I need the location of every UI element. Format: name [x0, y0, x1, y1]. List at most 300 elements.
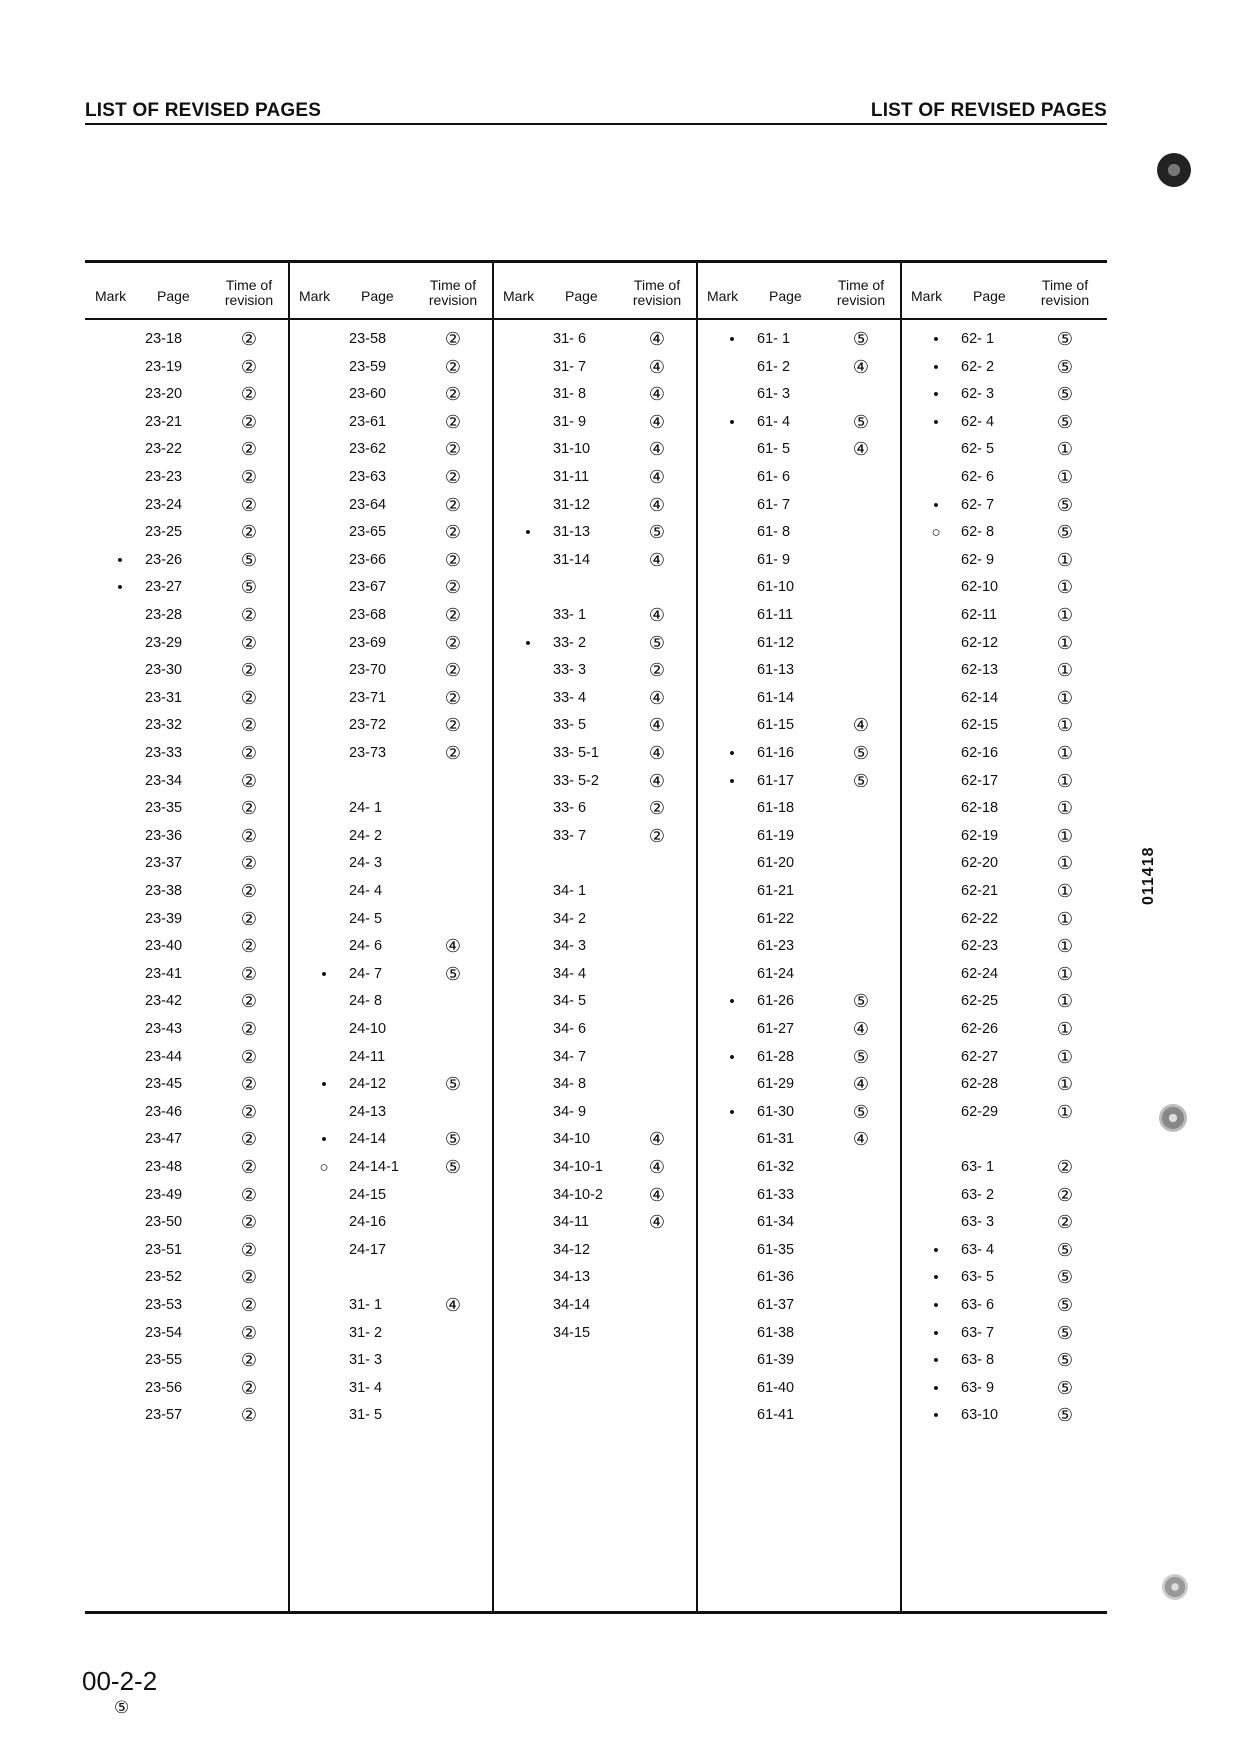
page-number: 31-13 [553, 524, 591, 541]
table-row [289, 1320, 493, 1346]
revision-number: ② [444, 467, 462, 487]
page-number: 34-10 [553, 1131, 591, 1148]
table-row [901, 436, 1105, 462]
page-number: 34-10-2 [553, 1186, 603, 1203]
revision-number: ④ [648, 411, 666, 432]
table-row [901, 1099, 1105, 1125]
page-number: 62- 8 [961, 524, 995, 541]
page-number: 33- 5-2 [553, 772, 599, 789]
page-number: 23-27 [145, 579, 183, 596]
revision-number: ④ [444, 1295, 462, 1315]
table-row [493, 850, 697, 876]
revision-mark: • [933, 1407, 939, 1425]
table-row [901, 326, 1105, 352]
table-row [289, 740, 493, 766]
table-row [697, 1071, 901, 1097]
revision-mark: • [933, 496, 939, 514]
revision-number: ② [240, 1157, 258, 1177]
page-number: 61- 3 [757, 386, 791, 403]
revision-mark: • [117, 551, 123, 569]
page-number: 62-16 [961, 745, 999, 761]
page-number: 23-34 [145, 772, 183, 789]
page-number: 63- 1 [961, 1159, 995, 1175]
page-number: 23-30 [145, 662, 183, 679]
table-column-4 [697, 260, 901, 1614]
revision-number: ① [1056, 853, 1074, 874]
revision-number: ② [240, 356, 258, 377]
page-number: 62- 3 [961, 386, 995, 403]
table-row [493, 712, 697, 738]
page-number: 61-30 [757, 1103, 795, 1120]
revision-mark: • [933, 1324, 939, 1342]
header-mark: Mark [503, 288, 535, 304]
table-row [289, 492, 493, 518]
page-number: 62- 7 [961, 496, 995, 513]
page-number: 61-35 [757, 1241, 795, 1258]
table-row [697, 630, 901, 656]
page-number: 61-37 [757, 1297, 795, 1313]
header-time-of-revision: Time of revision [224, 277, 274, 308]
page-number: 63- 5 [961, 1269, 995, 1286]
table-row [493, 602, 697, 628]
table-row [289, 381, 493, 407]
revision-mark: • [117, 579, 123, 597]
revision-number: ⑤ [852, 991, 870, 1012]
table-row [697, 1154, 901, 1180]
revision-number: ⑤ [1056, 1350, 1074, 1371]
revision-number: ② [444, 660, 462, 681]
table-row [289, 906, 493, 932]
column-divider [696, 260, 698, 1614]
table-row [289, 823, 493, 849]
table-row [289, 712, 493, 738]
revision-number: ① [1056, 715, 1074, 736]
table-row [85, 878, 289, 904]
table-row [493, 354, 697, 380]
table-row [85, 1182, 289, 1208]
page-number: 23-35 [145, 800, 183, 817]
table-row [493, 1154, 697, 1180]
table-row [289, 795, 493, 821]
page-number: 61- 8 [757, 524, 791, 541]
revision-number: ⑤ [648, 632, 666, 653]
page-number: 23-37 [145, 855, 183, 872]
table-row [289, 1044, 493, 1070]
page-number: 63- 8 [961, 1352, 995, 1369]
revision-number: ② [240, 1295, 258, 1315]
page-number: 61-17 [757, 772, 795, 789]
table-row [901, 961, 1105, 987]
table-row [901, 519, 1105, 545]
revision-number: ⑤ [852, 1046, 870, 1067]
table-row [901, 1375, 1105, 1401]
page-number: 23-28 [145, 607, 183, 623]
page-number: 23-46 [145, 1103, 183, 1120]
table-row [697, 574, 901, 600]
table-row [901, 712, 1105, 738]
revision-number: ⑤ [1056, 329, 1074, 349]
page-number: 63- 7 [961, 1324, 995, 1341]
revision-mark: • [729, 331, 735, 348]
revision-number: ⑤ [1056, 522, 1074, 543]
page-number: 23-19 [145, 358, 183, 375]
page-number: 31-12 [553, 496, 591, 513]
revision-number: ② [444, 577, 462, 598]
table-row [289, 547, 493, 573]
page-number: 34-13 [553, 1269, 591, 1286]
revision-number: ⑤ [1056, 494, 1074, 515]
table-row [901, 1402, 1105, 1428]
table-row [901, 1237, 1105, 1263]
revision-number: ④ [648, 329, 666, 349]
page-number: 61-40 [757, 1379, 795, 1396]
page-number: 34-11 [553, 1214, 590, 1231]
page-number: 61-34 [757, 1214, 795, 1231]
table-row [289, 602, 493, 628]
revision-number: ④ [648, 549, 666, 570]
page-number: 23-68 [349, 607, 387, 623]
revision-number: ② [240, 1074, 258, 1095]
revision-number: ④ [648, 1129, 666, 1150]
page-number: 34-12 [553, 1241, 591, 1258]
page-number: 34- 9 [553, 1103, 587, 1120]
page-number: 62- 5 [961, 441, 995, 458]
revision-number: ② [240, 1019, 258, 1039]
page-number: 61-28 [757, 1048, 795, 1065]
page-number: 31- 6 [553, 331, 587, 347]
page-number: 23-29 [145, 634, 183, 651]
page-number: 61- 1 [757, 331, 791, 347]
revision-number: ④ [648, 439, 666, 460]
revision-number: ① [1056, 467, 1074, 487]
page-number: 23-69 [349, 634, 387, 651]
page-number: 24-14 [349, 1131, 387, 1148]
revision-mark: • [729, 745, 735, 762]
page-number: 24-16 [349, 1214, 387, 1231]
header-time-of-revision: Time of revision [428, 277, 478, 308]
page-number: 24-14-1 [349, 1159, 399, 1175]
page-number: 62-15 [961, 717, 999, 734]
page-number: 23-32 [145, 717, 183, 734]
table-row [901, 492, 1105, 518]
revision-number: ④ [648, 687, 666, 708]
revision-number: ⑤ [240, 549, 258, 570]
table-row [697, 464, 901, 490]
table-row [85, 1402, 289, 1428]
page-number: 23-38 [145, 883, 183, 899]
page-number: 31-10 [553, 441, 591, 458]
page-number: 34-14 [553, 1297, 591, 1313]
table-row [901, 740, 1105, 766]
table-row [901, 574, 1105, 600]
table-row [901, 409, 1105, 435]
table-row [85, 961, 289, 987]
table-row [289, 1402, 493, 1428]
header-mark: Mark [299, 288, 331, 304]
revision-number: ② [240, 1129, 258, 1150]
table-row [85, 906, 289, 932]
revision-number: ② [240, 1350, 258, 1371]
table-row [289, 1182, 493, 1208]
table-row [289, 630, 493, 656]
table-row [697, 988, 901, 1014]
revision-number: ② [444, 743, 462, 763]
table-row [289, 768, 493, 794]
page-number: 24- 4 [349, 883, 383, 899]
table-row [493, 1347, 697, 1373]
table-row [85, 492, 289, 518]
table-row [85, 1320, 289, 1346]
revision-mark: • [933, 413, 939, 431]
page-number: 61-33 [757, 1186, 795, 1203]
revision-mark: • [933, 358, 939, 376]
page-number: 23-20 [145, 386, 183, 403]
page-number: 34- 7 [553, 1048, 587, 1065]
page-number: 24- 1 [349, 800, 383, 817]
revision-mark: • [933, 1379, 939, 1397]
header-mark: Mark [707, 288, 739, 304]
revision-number: ② [444, 605, 462, 625]
table-column-3 [493, 260, 697, 1614]
table-row [901, 850, 1105, 876]
page-number: 62-14 [961, 689, 999, 706]
table-row [493, 1071, 697, 1097]
page-number: 62- 9 [961, 551, 995, 568]
page-number: 23-48 [145, 1159, 183, 1175]
page-number: 34- 6 [553, 1021, 587, 1037]
page-number: 23-40 [145, 938, 183, 955]
table-row [697, 933, 901, 959]
revision-mark: • [729, 1048, 735, 1066]
page-number: 61- 9 [757, 551, 791, 568]
table-row [289, 1071, 493, 1097]
page-number: 33- 3 [553, 662, 587, 679]
table-row [697, 1347, 901, 1373]
page-number: 24-13 [349, 1103, 387, 1120]
column-header [85, 260, 289, 318]
table-row [289, 1264, 493, 1290]
table-row [85, 657, 289, 683]
revision-number: ② [240, 770, 258, 791]
column-divider [288, 260, 290, 1614]
header-mark: Mark [95, 288, 127, 304]
revision-number: ② [240, 1046, 258, 1067]
table-row [697, 354, 901, 380]
revision-number: ② [240, 1322, 258, 1343]
table-row [697, 1016, 901, 1042]
table-row [289, 354, 493, 380]
document-code: 011418 [1140, 846, 1157, 905]
table-row [289, 464, 493, 490]
table-row [901, 685, 1105, 711]
table-row [697, 1264, 901, 1290]
revision-number: ④ [648, 715, 666, 736]
revision-mark: • [933, 386, 939, 404]
table-row [901, 547, 1105, 573]
revision-number: ① [1056, 605, 1074, 625]
header-rule [85, 123, 1107, 125]
table-row [85, 464, 289, 490]
revision-number: ① [1056, 549, 1074, 570]
page-number: 23-61 [349, 413, 387, 430]
column-header [289, 260, 493, 318]
page-number: 61- 5 [757, 441, 791, 458]
column-divider [492, 260, 494, 1614]
table-row [901, 1016, 1105, 1042]
revision-number: ② [444, 329, 462, 349]
page-number: 23-25 [145, 524, 183, 541]
table-row [697, 1237, 901, 1263]
page-number: 31- 7 [553, 358, 587, 375]
revision-number: ⑤ [1056, 384, 1074, 405]
revision-number: ② [444, 439, 462, 460]
page-number: 23-33 [145, 745, 183, 761]
table-row [493, 1375, 697, 1401]
revision-number: ⑤ [444, 963, 462, 984]
revision-number: ④ [648, 467, 666, 487]
table-row [901, 602, 1105, 628]
page-number: 61-39 [757, 1352, 795, 1369]
page-number: 23-42 [145, 993, 183, 1010]
table-row [493, 657, 697, 683]
table-row [901, 768, 1105, 794]
revision-number: ② [240, 632, 258, 653]
table-row [697, 685, 901, 711]
page-number: 23-41 [145, 965, 183, 982]
table-row [697, 906, 901, 932]
table-row [85, 1126, 289, 1152]
table-row [901, 1126, 1105, 1152]
revision-number: ⑤ [648, 522, 666, 543]
table-column-2 [289, 260, 493, 1614]
table-row [289, 326, 493, 352]
revision-number: ① [1056, 963, 1074, 984]
revision-number: ⑤ [1056, 1377, 1074, 1398]
page-number: 23-26 [145, 551, 183, 568]
page-number: 33- 5-1 [553, 745, 599, 761]
page-number: 23-49 [145, 1186, 183, 1203]
table-row [493, 326, 697, 352]
revision-number: ② [240, 494, 258, 515]
table-row [493, 1209, 697, 1235]
revision-number: ① [1056, 743, 1074, 763]
revision-mark: • [525, 524, 531, 542]
table-row [493, 1237, 697, 1263]
revision-number: ② [240, 439, 258, 460]
revision-number: ② [648, 798, 666, 819]
header-time-of-revision: Time of revision [836, 277, 886, 308]
table-column-1 [85, 260, 289, 1614]
table-row [85, 850, 289, 876]
revision-number: ② [240, 743, 258, 763]
table-row [901, 354, 1105, 380]
page-number: 62-29 [961, 1103, 999, 1120]
page-number: 24-12 [349, 1076, 387, 1093]
page-number: 23-70 [349, 662, 387, 679]
table-row [289, 961, 493, 987]
table-row [493, 436, 697, 462]
revision-mark: • [933, 1297, 939, 1314]
revision-mark: • [729, 993, 735, 1011]
revision-number: ② [444, 715, 462, 736]
footer-revision: ⑤ [114, 1698, 130, 1717]
column-header [493, 260, 697, 318]
table-row [493, 519, 697, 545]
page-number: 31- 5 [349, 1407, 383, 1424]
page-number: 61-18 [757, 800, 795, 817]
page-number: 23-23 [145, 469, 183, 485]
table-row [493, 492, 697, 518]
page-number: 23-47 [145, 1131, 183, 1148]
page-number: 61-31 [757, 1131, 795, 1148]
table-row [289, 685, 493, 711]
table-row [697, 326, 901, 352]
revision-number: ② [240, 411, 258, 432]
table-row [901, 630, 1105, 656]
revision-number: ④ [852, 1129, 870, 1150]
revision-number: ④ [648, 605, 666, 625]
page-number: 24-17 [349, 1241, 387, 1258]
page-number: 23-57 [145, 1407, 183, 1424]
page-number: 61- 6 [757, 469, 791, 485]
page-number: 31- 9 [553, 413, 587, 430]
column-header [901, 260, 1105, 318]
table-row [493, 740, 697, 766]
table-row [493, 933, 697, 959]
table-row [289, 574, 493, 600]
page-number: 61-15 [757, 717, 795, 734]
table-row [493, 795, 697, 821]
revision-number: ② [240, 715, 258, 736]
revision-number: ② [240, 467, 258, 487]
table-row [85, 547, 289, 573]
table-row [289, 1126, 493, 1152]
page-number: 23-56 [145, 1379, 183, 1396]
table-row [289, 519, 493, 545]
revision-number: ② [240, 991, 258, 1012]
page-number: 63-10 [961, 1407, 999, 1424]
column-divider [900, 260, 902, 1614]
revision-number: ② [240, 605, 258, 625]
page-number: 24- 6 [349, 938, 383, 955]
page-number: 34- 5 [553, 993, 587, 1010]
page-number: 61-21 [757, 883, 795, 899]
revision-number: ① [1056, 770, 1074, 791]
revision-number: ⑤ [852, 1101, 870, 1122]
page-number: 24- 5 [349, 910, 383, 927]
table-row [697, 657, 901, 683]
page-number: 23-60 [349, 386, 387, 403]
table-row [901, 933, 1105, 959]
page-number: 62-17 [961, 772, 999, 789]
page-number: 62- 6 [961, 469, 995, 485]
revision-number: ② [648, 660, 666, 681]
table-row [493, 823, 697, 849]
table-row [697, 740, 901, 766]
revision-number: ⑤ [1056, 1267, 1074, 1288]
page-number: 23-73 [349, 745, 387, 761]
table-row [901, 1154, 1105, 1180]
revision-mark: • [729, 772, 735, 790]
table-row [493, 1044, 697, 1070]
table-row [697, 602, 901, 628]
page-number: 24-10 [349, 1021, 387, 1037]
page-number: 61-20 [757, 855, 795, 872]
page-number: 23-31 [145, 689, 183, 706]
table-row [289, 657, 493, 683]
table-row [85, 1099, 289, 1125]
revision-number: ② [1056, 1157, 1074, 1177]
